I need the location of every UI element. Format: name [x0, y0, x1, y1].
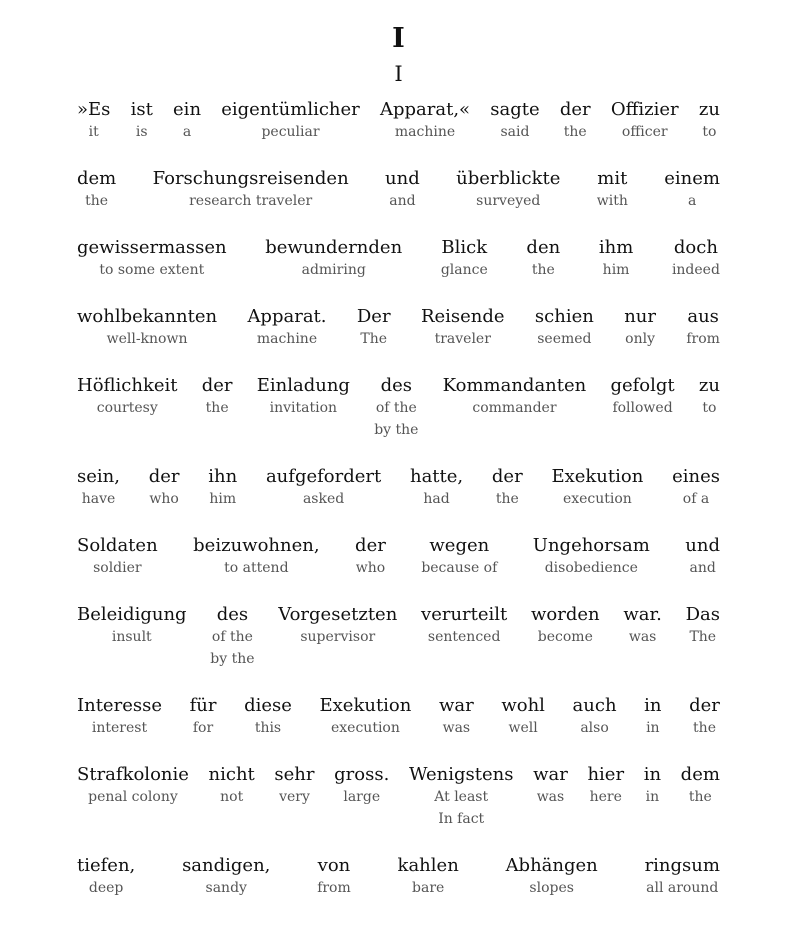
english-gloss: supervisor	[300, 629, 376, 645]
german-word: auch	[572, 695, 617, 716]
english-gloss: it	[88, 124, 99, 140]
word-unit	[421, 534, 497, 579]
word-unit	[266, 465, 381, 510]
word-unit	[77, 167, 116, 212]
english-gloss: the	[85, 193, 109, 209]
english-gloss: by the	[210, 651, 255, 667]
word-unit	[247, 305, 326, 350]
english-gloss: was	[442, 720, 471, 736]
english-gloss: The	[360, 331, 388, 347]
english-gloss: In fact	[438, 811, 485, 827]
word-unit	[456, 167, 560, 212]
english-gloss: the	[531, 262, 555, 278]
english-gloss: research traveler	[189, 193, 313, 209]
english-gloss: because of	[421, 560, 498, 576]
german-word: war	[438, 695, 474, 716]
word-unit	[320, 694, 412, 739]
word-unit	[644, 694, 661, 739]
english-gloss: admiring	[301, 262, 366, 278]
word-unit	[623, 603, 662, 648]
german-word: war.	[623, 604, 662, 625]
word-unit	[209, 763, 255, 808]
english-gloss: him	[602, 262, 630, 278]
word-unit	[278, 603, 397, 648]
english-gloss: not	[220, 789, 244, 805]
english-gloss: for	[192, 720, 214, 736]
word-unit	[685, 534, 720, 579]
word-unit	[409, 763, 514, 830]
german-word: Interesse	[77, 695, 162, 716]
german-word: verurteilt	[421, 604, 508, 625]
english-gloss: and	[689, 560, 716, 576]
word-unit	[153, 167, 349, 212]
english-gloss: was	[536, 789, 565, 805]
word-unit	[686, 603, 720, 648]
english-gloss: of a	[682, 491, 710, 507]
word-unit	[439, 694, 474, 739]
word-unit	[535, 305, 594, 350]
english-gloss: soldier	[93, 560, 142, 576]
word-unit	[265, 236, 402, 281]
german-word: gewissermassen	[77, 237, 227, 258]
english-gloss: interest	[91, 720, 148, 736]
word-unit	[681, 763, 720, 808]
german-word: sandigen,	[182, 855, 271, 876]
english-gloss: the	[693, 720, 716, 736]
english-gloss: is	[135, 124, 148, 140]
german-word: von	[317, 855, 351, 876]
german-word: Das	[685, 604, 720, 625]
german-word: tiefen,	[77, 855, 136, 876]
word-unit	[274, 763, 314, 808]
word-unit	[77, 98, 110, 143]
english-gloss: in	[646, 720, 660, 736]
word-unit	[533, 763, 568, 808]
german-word: Forschungsreisenden	[152, 168, 349, 189]
english-gloss: courtesy	[96, 400, 158, 416]
word-unit	[441, 236, 488, 281]
chapter-title: I	[392, 23, 405, 54]
german-word: und	[685, 535, 720, 556]
word-unit	[421, 603, 507, 648]
english-gloss: indeed	[671, 262, 720, 278]
english-gloss: asked	[302, 491, 345, 507]
word-unit	[624, 305, 656, 350]
interlinear-text	[77, 98, 720, 899]
german-word: der	[355, 535, 386, 556]
german-word: Ungehorsam	[532, 535, 650, 556]
german-word: wohlbekannten	[77, 306, 218, 327]
english-gloss: glance	[440, 262, 488, 278]
word-unit	[526, 236, 560, 281]
text-line	[77, 603, 720, 670]
word-unit	[531, 603, 600, 648]
english-gloss: was	[628, 629, 657, 645]
german-word: Höflichkeit	[77, 375, 178, 396]
english-gloss: this	[254, 720, 282, 736]
word-unit	[573, 694, 617, 739]
german-word: für	[189, 695, 217, 716]
german-word: ein	[173, 99, 202, 120]
german-word: einem	[664, 168, 720, 189]
german-word: ihm	[598, 237, 634, 258]
word-unit	[149, 465, 180, 510]
german-word: Abhängen	[505, 855, 598, 876]
german-word: Soldaten	[77, 535, 158, 556]
word-unit	[672, 236, 720, 281]
text-line	[77, 465, 720, 510]
text-line	[77, 763, 720, 830]
english-gloss: to	[702, 124, 717, 140]
word-unit	[443, 374, 587, 419]
german-word: sein,	[77, 466, 120, 487]
german-word: Beleidigung	[77, 604, 187, 625]
english-gloss: also	[580, 720, 609, 736]
german-word: beizuwohnen,	[193, 535, 320, 556]
german-word: Exekution	[551, 466, 644, 487]
word-unit	[244, 694, 292, 739]
text-line	[77, 167, 720, 212]
english-gloss: machine	[256, 331, 318, 347]
english-gloss: to attend	[224, 560, 289, 576]
word-unit	[380, 98, 470, 143]
german-word: in	[643, 764, 662, 785]
word-unit	[533, 534, 650, 579]
english-gloss: sandy	[205, 880, 247, 896]
word-unit	[551, 465, 643, 510]
german-word: diese	[244, 695, 292, 716]
english-gloss: The	[689, 629, 717, 645]
german-word: eines	[672, 466, 720, 487]
german-word: bewundernden	[265, 237, 403, 258]
english-gloss: very	[279, 789, 310, 805]
german-word: Reisende	[420, 306, 505, 327]
word-unit	[202, 374, 233, 419]
german-word: Blick	[441, 237, 488, 258]
english-gloss: slopes	[529, 880, 574, 896]
english-gloss: the	[688, 789, 712, 805]
german-word: zu	[698, 99, 720, 120]
english-gloss: who	[149, 491, 179, 507]
english-gloss: here	[589, 789, 622, 805]
german-word: hatte,	[409, 466, 464, 487]
english-gloss: the	[495, 491, 519, 507]
german-word: gross.	[334, 764, 390, 785]
text-line	[77, 694, 720, 739]
german-word: schien	[534, 306, 594, 327]
word-unit	[257, 374, 350, 419]
german-word: aufgefordert	[265, 466, 382, 487]
english-gloss: have	[81, 491, 116, 507]
german-word: nur	[624, 306, 656, 327]
english-gloss: of the	[211, 629, 253, 645]
word-unit	[77, 374, 178, 419]
german-word: der	[491, 466, 523, 487]
german-word: und	[385, 168, 420, 189]
german-word: eigentümlicher	[221, 99, 360, 120]
german-word: Kommandanten	[442, 375, 587, 396]
word-unit	[506, 854, 598, 899]
english-gloss: followed	[612, 400, 673, 416]
english-gloss: a	[687, 193, 697, 209]
text-line	[77, 305, 720, 350]
english-gloss: a	[182, 124, 192, 140]
german-word: war	[533, 764, 568, 785]
english-gloss: and	[389, 193, 416, 209]
german-word: sehr	[274, 764, 315, 785]
german-word: aus	[687, 306, 719, 327]
german-word: des	[216, 604, 249, 625]
english-gloss: only	[625, 331, 656, 347]
english-gloss: seemed	[537, 331, 592, 347]
english-gloss: with	[596, 193, 628, 209]
german-word: des	[380, 375, 413, 396]
word-unit	[490, 98, 539, 143]
word-unit	[77, 854, 135, 899]
english-gloss: bare	[412, 880, 445, 896]
english-gloss: him	[209, 491, 237, 507]
english-gloss: invitation	[269, 400, 338, 416]
interlinear-page	[77, 0, 720, 899]
german-word: Offizier	[610, 99, 679, 120]
word-unit	[385, 167, 420, 212]
word-unit	[77, 603, 187, 648]
word-unit	[599, 236, 633, 281]
english-gloss: all around	[646, 880, 719, 896]
english-gloss: in	[645, 789, 660, 805]
word-unit	[131, 98, 153, 143]
word-unit	[77, 534, 158, 579]
german-word: hier	[587, 764, 625, 785]
word-unit	[664, 167, 720, 212]
english-gloss: execution	[562, 491, 632, 507]
english-gloss: who	[355, 560, 386, 576]
word-unit	[173, 98, 201, 143]
german-word: mit	[597, 168, 628, 189]
word-unit	[421, 305, 505, 350]
german-word: worden	[531, 604, 600, 625]
german-word: Apparat,«	[379, 99, 471, 120]
german-word: Vorgesetzten	[278, 604, 398, 625]
english-gloss: disobedience	[544, 560, 638, 576]
english-gloss: peculiar	[261, 124, 320, 140]
english-gloss: said	[500, 124, 530, 140]
text-line	[77, 854, 720, 899]
german-word: ihn	[208, 466, 238, 487]
german-word: nicht	[208, 764, 255, 785]
german-word: Der	[356, 306, 391, 327]
word-unit	[587, 763, 624, 808]
german-word: dem	[680, 764, 720, 785]
word-unit	[597, 167, 628, 212]
english-gloss: by the	[374, 422, 419, 438]
word-unit	[686, 305, 720, 350]
word-unit	[190, 694, 217, 739]
word-unit	[610, 374, 674, 419]
text-line	[77, 374, 720, 441]
german-word: der	[559, 99, 591, 120]
english-gloss: At least	[434, 789, 489, 805]
word-unit	[398, 854, 459, 899]
german-word: der	[689, 695, 720, 716]
english-gloss: from	[317, 880, 351, 896]
word-unit	[492, 465, 523, 510]
text-line	[77, 236, 720, 281]
word-unit	[689, 694, 720, 739]
english-gloss: sentenced	[427, 629, 501, 645]
german-word: »Es	[77, 99, 111, 120]
english-gloss: commander	[472, 400, 557, 416]
german-word: zu	[698, 375, 720, 396]
word-unit	[644, 763, 661, 808]
german-word: wegen	[429, 535, 490, 556]
english-gloss: the	[205, 400, 229, 416]
german-word: kahlen	[397, 855, 459, 876]
english-gloss: the	[563, 124, 587, 140]
english-gloss: well-known	[106, 331, 188, 347]
word-unit	[357, 305, 391, 350]
word-unit	[221, 98, 360, 143]
text-line	[77, 98, 720, 143]
english-gloss: insult	[111, 629, 152, 645]
german-word: in	[644, 695, 662, 716]
german-word: ist	[130, 99, 153, 120]
word-unit	[193, 534, 319, 579]
english-gloss: become	[537, 629, 593, 645]
word-unit	[699, 374, 720, 419]
word-unit	[410, 465, 463, 510]
german-word: doch	[673, 237, 718, 258]
english-gloss: from	[686, 331, 720, 347]
text-line	[77, 534, 720, 579]
word-unit	[77, 763, 189, 808]
german-word: überblickte	[456, 168, 561, 189]
german-word: den	[526, 237, 561, 258]
english-gloss: had	[423, 491, 450, 507]
word-unit	[699, 98, 720, 143]
german-word: Apparat.	[247, 306, 327, 327]
german-word: der	[148, 466, 180, 487]
word-unit	[182, 854, 270, 899]
chapter-subtitle: I	[394, 62, 403, 86]
german-word: wohl	[501, 695, 545, 716]
german-word: Wenigstens	[408, 764, 514, 785]
word-unit	[77, 305, 217, 350]
word-unit	[77, 236, 227, 281]
word-unit	[672, 465, 720, 510]
english-gloss: well	[508, 720, 538, 736]
english-gloss: surveyed	[476, 193, 541, 209]
english-gloss: of the	[375, 400, 417, 416]
english-gloss: to some extent	[99, 262, 205, 278]
german-word: sagte	[490, 99, 540, 120]
word-unit	[374, 374, 418, 441]
word-unit	[208, 465, 237, 510]
english-gloss: penal colony	[88, 789, 178, 805]
german-word: Einladung	[256, 375, 350, 396]
word-unit	[77, 465, 120, 510]
english-gloss: deep	[88, 880, 124, 896]
german-word: dem	[77, 168, 117, 189]
word-unit	[611, 98, 679, 143]
german-word: ringsum	[644, 855, 720, 876]
english-gloss: machine	[394, 124, 456, 140]
german-word: Exekution	[319, 695, 412, 716]
german-word: Strafkolonie	[77, 764, 189, 785]
word-unit	[317, 854, 351, 899]
word-unit	[501, 694, 545, 739]
german-word: gefolgt	[610, 375, 675, 396]
word-unit	[355, 534, 386, 579]
word-unit	[645, 854, 720, 899]
word-unit	[334, 763, 389, 808]
english-gloss: officer	[621, 124, 668, 140]
word-unit	[77, 694, 162, 739]
word-unit	[560, 98, 591, 143]
word-unit	[210, 603, 254, 670]
english-gloss: to	[702, 400, 717, 416]
english-gloss: large	[343, 789, 381, 805]
german-word: der	[201, 375, 233, 396]
english-gloss: traveler	[434, 331, 491, 347]
english-gloss: execution	[331, 720, 400, 736]
